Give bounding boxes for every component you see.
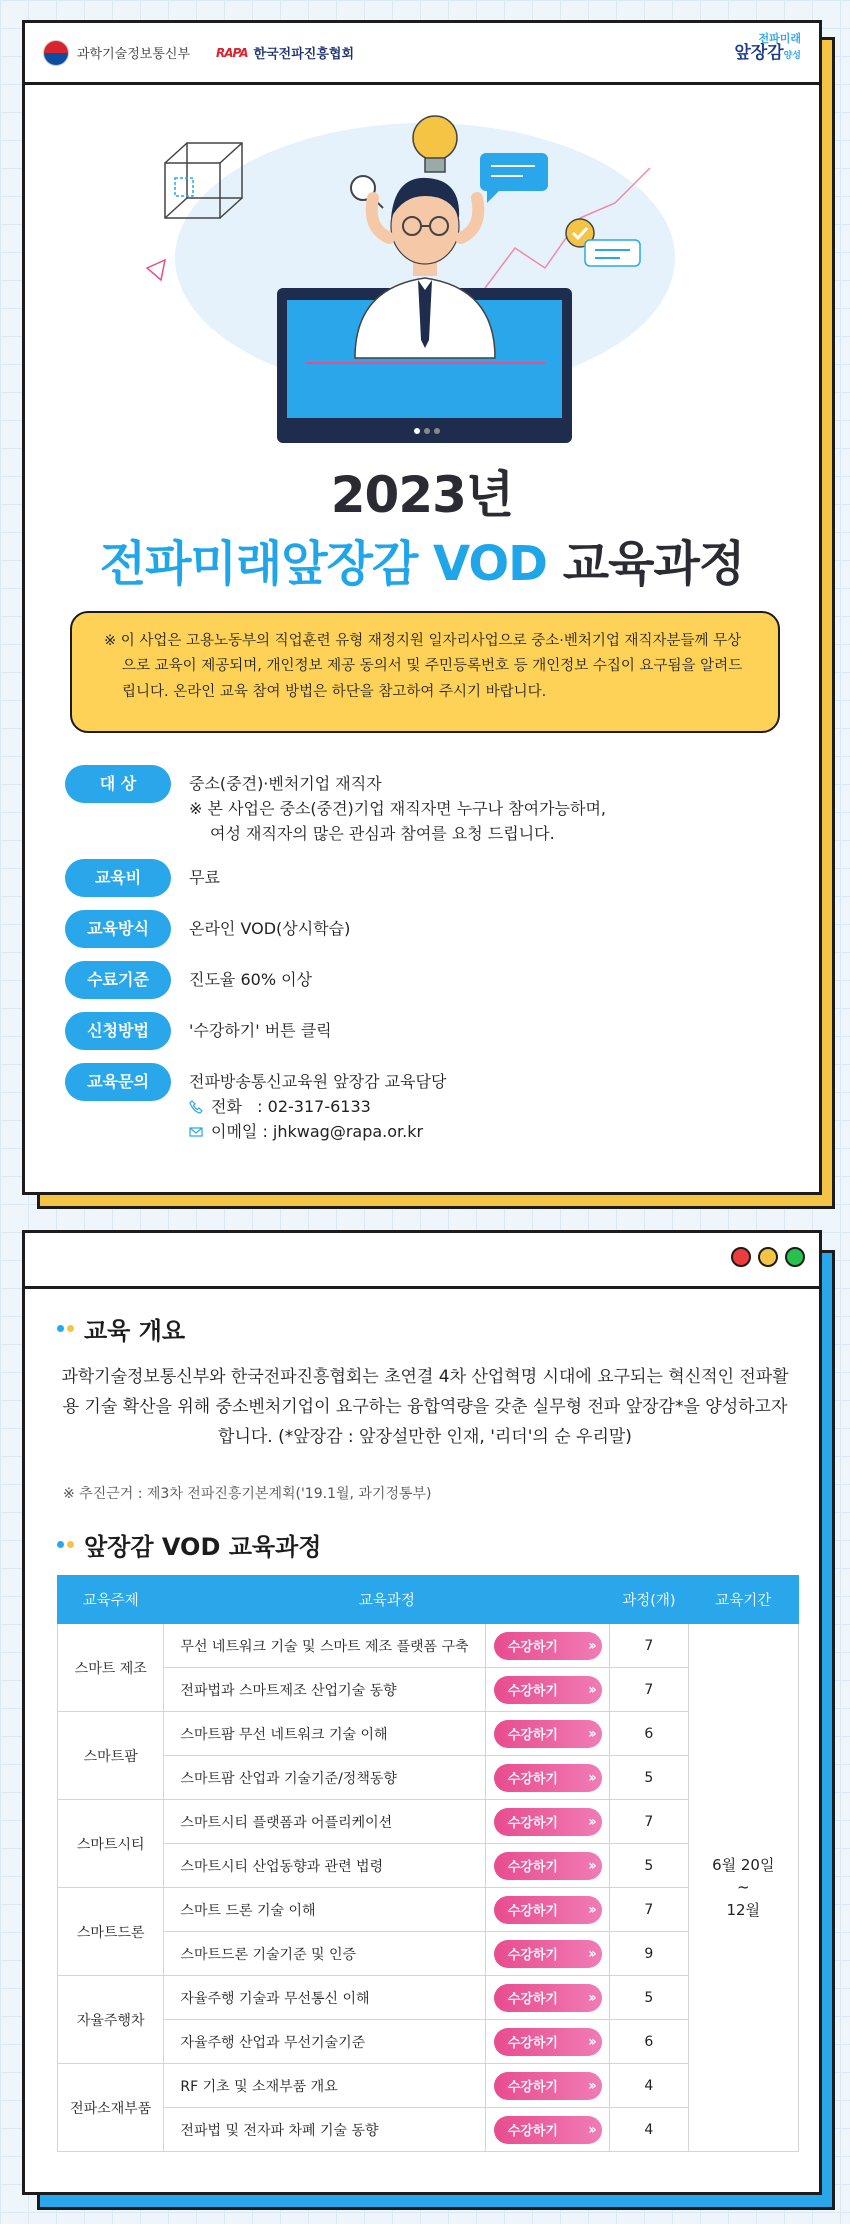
period-text: 12월 (726, 1900, 761, 1919)
topic-cell: 자율주행차 (58, 1976, 164, 2064)
topic-cell: 스마트시티 (58, 1800, 164, 1888)
double-chevron-right-icon: ›› (588, 1769, 594, 1786)
enroll-cell (485, 1888, 610, 1932)
rapa-name: 한국전파진흥협회 (253, 47, 355, 62)
enroll-button[interactable] (494, 1720, 602, 1748)
brand-big: 앞장감양성 (734, 42, 801, 63)
course-count-cell: 9 (610, 1932, 688, 1976)
enroll-cell (485, 1800, 610, 1844)
rapa-mark: RAPA (216, 45, 248, 60)
window-dots (731, 1247, 805, 1267)
double-chevron-right-icon: ›› (588, 1725, 594, 1742)
table-row (58, 1712, 799, 1756)
enroll-button-label: 수강하기 (507, 1860, 558, 1875)
info-value-inquiry: 전파방송통신교육원 앞장감 교육담당 전화 : 02-317-6133 이메일 : jhkwag@rapa.or.kr (189, 1063, 446, 1144)
course-table (57, 1575, 799, 2152)
red-dot-icon (731, 1247, 751, 1267)
legal-basis-note: ※ 추진근거 : 제3차 전파진흥기본계획('19.1월, 과기정통부) (63, 1486, 432, 1502)
ministry-logo (43, 40, 190, 66)
enroll-button[interactable] (494, 1632, 602, 1660)
enroll-button-label: 수강하기 (507, 1640, 558, 1655)
col-period: 교육기간 (688, 1576, 798, 1624)
logo-bar (25, 23, 819, 85)
email-text[interactable]: 이메일 : jhkwag@rapa.or.kr (211, 1122, 424, 1141)
enroll-cell (485, 1756, 610, 1800)
enroll-cell (485, 1668, 610, 1712)
enroll-cell (485, 1712, 610, 1756)
course-name-cell: 스마트팜 산업과 기술기준/정책동향 (164, 1756, 485, 1800)
notice-text: ※ 이 사업은 고용노동부의 직업훈련 유형 재정지원 일자리사업으로 중소·벤처기업 재직자분들께 무상으로 교육이 제공되며, 개인정보 제공 동의서 및 주민등록번호 등 개인정보 수집이 요구됨을 알려드립니다. 온라인 교육 참여 방법은 하단을 참고하여 주시기 바랍니다. (104, 633, 743, 700)
table-row (58, 1800, 799, 1844)
course-count-cell: 7 (610, 1668, 688, 1712)
table-row (58, 2108, 799, 2152)
hero-illustration (125, 108, 725, 448)
course-count-cell: 5 (610, 1976, 688, 2020)
col-topic: 교육주제 (58, 1576, 164, 1624)
label-pill-fee: 교육비 (65, 859, 171, 897)
double-chevron-right-icon: ›› (588, 1945, 594, 1962)
enroll-button[interactable] (494, 1896, 602, 1924)
enroll-button[interactable] (494, 1764, 602, 1792)
enroll-cell (485, 1844, 610, 1888)
double-chevron-right-icon: ›› (588, 1989, 594, 2006)
info-row-criteria (65, 961, 785, 999)
table-row (58, 1756, 799, 1800)
title-dark: 교육과정 (562, 536, 745, 592)
email-line (189, 1119, 446, 1144)
info-row-target (65, 765, 785, 846)
course-count-cell: 5 (610, 1844, 688, 1888)
table-row (58, 1624, 799, 1668)
info-value-fee: 무료 (189, 868, 220, 887)
enroll-button[interactable] (494, 2116, 602, 2144)
info-value-target: 중소(중견)·벤처기업 재직자 ※ 본 사업은 중소(중견)기업 재직자면 누구나 참여가능하며, 여성 재직자의 많은 관심과 참여를 요청 드립니다. (189, 774, 606, 843)
course-count-cell: 5 (610, 1756, 688, 1800)
yellow-dot-icon (758, 1247, 778, 1267)
bullet-dots-icon (57, 1541, 74, 1548)
enroll-button-label: 수강하기 (507, 1684, 558, 1699)
green-dot-icon (785, 1247, 805, 1267)
overview-heading: 교육 개요 (57, 1311, 185, 1346)
enroll-cell (485, 2020, 610, 2064)
course-count-cell: 6 (610, 1712, 688, 1756)
bullet-dots-icon (57, 1325, 74, 1332)
enroll-button[interactable] (494, 2028, 602, 2056)
enroll-button-label: 수강하기 (507, 1992, 558, 2007)
enroll-button-label: 수강하기 (507, 2036, 558, 2051)
period-text: ~ (736, 1878, 750, 1897)
info-row-fee (65, 859, 785, 897)
ministry-name: 과학기술정보통신부 (77, 47, 191, 62)
brand-logo (729, 33, 801, 75)
label-pill-target: 대 상 (65, 765, 171, 803)
title-blue: 전파미래앞장감 VOD (99, 536, 548, 592)
course-name-cell: 스마트팜 무선 네트워크 기술 이해 (164, 1712, 485, 1756)
course-count-cell: 7 (610, 1888, 688, 1932)
double-chevron-right-icon: ›› (588, 1813, 594, 1830)
course-count-cell: 4 (610, 2064, 688, 2108)
enroll-button[interactable] (494, 1808, 602, 1836)
table-row (58, 1888, 799, 1932)
table-row (58, 2020, 799, 2064)
table-header-row (58, 1576, 799, 1624)
phone-icon (189, 1100, 203, 1114)
enroll-cell (485, 2064, 610, 2108)
info-row-apply (65, 1012, 785, 1050)
enroll-button[interactable] (494, 2072, 602, 2100)
enroll-cell (485, 1624, 610, 1668)
course-name-cell: 스마트드론 기술기준 및 인증 (164, 1932, 485, 1976)
double-chevron-right-icon: ›› (588, 1857, 594, 1874)
course-count-cell: 6 (610, 2020, 688, 2064)
page-title (25, 525, 819, 594)
enroll-button-label: 수강하기 (507, 1904, 558, 1919)
enroll-button[interactable] (494, 1676, 602, 1704)
phone-text: 전화 : 02-317-6133 (211, 1097, 371, 1116)
title-year: 2023년 (330, 466, 514, 524)
topic-cell: 스마트팜 (58, 1712, 164, 1800)
label-pill-inquiry: 교육문의 (65, 1063, 171, 1101)
enroll-cell (485, 2108, 610, 2152)
brand-small: 전파미래 (758, 32, 801, 45)
info-list (65, 765, 785, 1157)
double-chevron-right-icon: ›› (588, 1901, 594, 1918)
phone-line (189, 1094, 446, 1119)
info-value-criteria: 진도율 60% 이상 (189, 970, 313, 989)
notice-box (70, 611, 780, 733)
info-row-method (65, 910, 785, 948)
course-name-cell: 자율주행 기술과 무선통신 이해 (164, 1976, 485, 2020)
period-cell (688, 1624, 798, 2152)
label-pill-apply: 신청방법 (65, 1012, 171, 1050)
period-text: 6월 20일 (712, 1855, 775, 1874)
enroll-button[interactable] (494, 1852, 602, 1880)
window-bar (25, 1233, 819, 1289)
course-name-cell: 전파법과 스마트제조 산업기술 동향 (164, 1668, 485, 1712)
course-name-cell: 스마트시티 산업동향과 관련 법령 (164, 1844, 485, 1888)
enroll-button-label: 수강하기 (507, 1948, 558, 1963)
double-chevron-right-icon: ›› (588, 1681, 594, 1698)
enroll-button[interactable] (494, 1984, 602, 2012)
enroll-button[interactable] (494, 1940, 602, 1968)
table-row (58, 1844, 799, 1888)
course-count-cell: 4 (610, 2108, 688, 2152)
taegeuk-icon (43, 40, 69, 66)
enroll-button-label: 수강하기 (507, 1728, 558, 1743)
rapa-logo (216, 43, 354, 62)
topic-cell: 스마트드론 (58, 1888, 164, 1976)
double-chevron-right-icon: ›› (588, 1637, 594, 1654)
course-name-cell: 전파법 및 전자파 차폐 기술 동향 (164, 2108, 485, 2152)
info-value-apply: '수강하기' 버튼 클릭 (189, 1021, 332, 1040)
overview-text: 과학기술정보통신부와 한국전파진흥협회는 초연결 4차 산업혁명 시대에 요구되는 혁신적인 전파활용 기술 확산을 위해 중소벤처기업이 요구하는 융합역량을 갖춘 실무형 전파 앞장감*을 양성하고자 합니다. (*앞장감 : 앞장설만한 인재, '리더'의 순 우리말) (61, 1367, 789, 1447)
topic-cell: 스마트 제조 (58, 1624, 164, 1712)
enroll-button-label: 수강하기 (507, 2080, 558, 2095)
intro-panel (22, 20, 822, 1195)
table-row (58, 1932, 799, 1976)
double-chevron-right-icon: ›› (588, 2121, 594, 2138)
topic-cell: 전파소재부품 (58, 2064, 164, 2152)
course-name-cell: 스마트시티 플랫폼과 어플리케이션 (164, 1800, 485, 1844)
info-value-method: 온라인 VOD(상시학습) (189, 919, 351, 938)
info-row-inquiry (65, 1063, 785, 1144)
double-chevron-right-icon: ›› (588, 2033, 594, 2050)
courses-panel (22, 1230, 822, 2195)
course-count-cell: 7 (610, 1800, 688, 1844)
enroll-button-label: 수강하기 (507, 1772, 558, 1787)
course-name-cell: 스마트 드론 기술 이해 (164, 1888, 485, 1932)
enroll-cell (485, 1976, 610, 2020)
enroll-button-label: 수강하기 (507, 1816, 558, 1831)
table-row (58, 1976, 799, 2020)
enroll-cell (485, 1932, 610, 1976)
enroll-button-label: 수강하기 (507, 2124, 558, 2139)
course-name-cell: 자율주행 산업과 무선기술기준 (164, 2020, 485, 2064)
label-pill-criteria: 수료기준 (65, 961, 171, 999)
label-pill-method: 교육방식 (65, 910, 171, 948)
table-row (58, 2064, 799, 2108)
double-chevron-right-icon: ›› (588, 2077, 594, 2094)
course-name-cell: 무선 네트워크 기술 및 스마트 제조 플랫폼 구축 (164, 1624, 485, 1668)
table-row (58, 1668, 799, 1712)
course-count-cell: 7 (610, 1624, 688, 1668)
col-count: 과정(개) (610, 1576, 688, 1624)
course-name-cell: RF 기초 및 소재부품 개요 (164, 2064, 485, 2108)
courses-heading: 앞장감 VOD 교육과정 (57, 1527, 321, 1562)
col-course: 교육과정 (164, 1576, 610, 1624)
mail-icon (189, 1125, 203, 1139)
